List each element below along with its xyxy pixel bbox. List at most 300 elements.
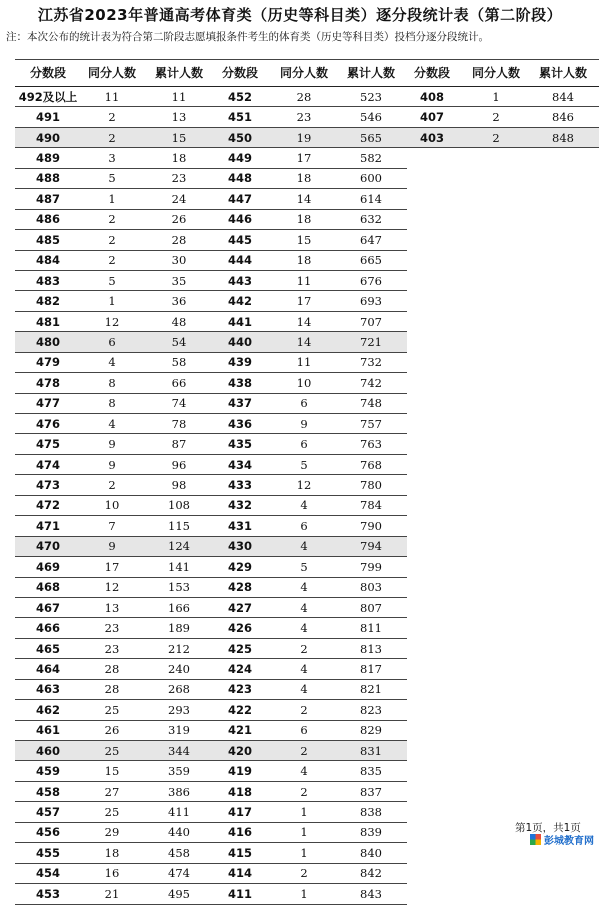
cell-cumulative: 440 xyxy=(143,822,215,842)
score-table-3 xyxy=(399,59,599,148)
table-header-row xyxy=(399,60,599,87)
logo-icon xyxy=(530,834,541,845)
table-row xyxy=(207,189,407,209)
cell-same-count: 21 xyxy=(81,884,143,904)
cell-cumulative: 115 xyxy=(143,516,215,536)
table-row xyxy=(207,127,407,147)
cell-same-count: 4 xyxy=(273,618,335,638)
cell-same-count: 23 xyxy=(81,618,143,638)
table-row xyxy=(15,454,215,474)
table-row xyxy=(207,781,407,801)
cell-score-range: 454 xyxy=(15,863,81,883)
table-row xyxy=(207,291,407,311)
table-row xyxy=(15,720,215,740)
table-row xyxy=(207,393,407,413)
table-row xyxy=(15,332,215,352)
cell-score-range: 473 xyxy=(15,475,81,495)
cell-score-range: 485 xyxy=(15,230,81,250)
table-row xyxy=(399,127,599,147)
cell-cumulative: 582 xyxy=(335,148,407,168)
cell-cumulative: 124 xyxy=(143,536,215,556)
cell-score-range: 478 xyxy=(15,373,81,393)
cell-score-range: 460 xyxy=(15,741,81,761)
table-row xyxy=(207,557,407,577)
cell-same-count: 3 xyxy=(81,148,143,168)
cell-cumulative: 831 xyxy=(335,741,407,761)
cell-cumulative: 58 xyxy=(143,352,215,372)
cell-cumulative: 763 xyxy=(335,434,407,454)
cell-same-count: 11 xyxy=(273,270,335,290)
cell-same-count: 10 xyxy=(81,495,143,515)
header-same-count: 同分人数 xyxy=(273,60,335,87)
cell-score-range: 427 xyxy=(207,597,273,617)
cell-cumulative: 817 xyxy=(335,659,407,679)
cell-score-range: 474 xyxy=(15,454,81,474)
cell-same-count: 2 xyxy=(81,230,143,250)
cell-score-range: 450 xyxy=(207,127,273,147)
cell-score-range: 434 xyxy=(207,454,273,474)
cell-score-range: 447 xyxy=(207,189,273,209)
table-row xyxy=(15,679,215,699)
cell-score-range: 425 xyxy=(207,638,273,658)
table-row xyxy=(207,414,407,434)
cell-same-count: 2 xyxy=(81,250,143,270)
table-row xyxy=(15,516,215,536)
cell-score-range: 420 xyxy=(207,741,273,761)
cell-score-range: 461 xyxy=(15,720,81,740)
cell-score-range: 475 xyxy=(15,434,81,454)
cell-score-range: 428 xyxy=(207,577,273,597)
cell-score-range: 442 xyxy=(207,291,273,311)
cell-same-count: 17 xyxy=(273,291,335,311)
cell-same-count: 6 xyxy=(273,720,335,740)
cell-same-count: 11 xyxy=(81,87,143,107)
cell-score-range: 408 xyxy=(399,87,465,107)
table-row xyxy=(15,148,215,168)
table-row xyxy=(207,168,407,188)
cell-score-range: 467 xyxy=(15,597,81,617)
cell-score-range: 423 xyxy=(207,679,273,699)
cell-same-count: 25 xyxy=(81,700,143,720)
cell-same-count: 25 xyxy=(81,741,143,761)
cell-cumulative: 15 xyxy=(143,127,215,147)
cell-cumulative: 359 xyxy=(143,761,215,781)
cell-cumulative: 823 xyxy=(335,700,407,720)
table-row xyxy=(15,495,215,515)
table-row xyxy=(207,618,407,638)
cell-score-range: 453 xyxy=(15,884,81,904)
table-row xyxy=(15,270,215,290)
cell-same-count: 28 xyxy=(273,87,335,107)
cell-score-range: 470 xyxy=(15,536,81,556)
cell-same-count: 7 xyxy=(81,516,143,536)
cell-cumulative: 843 xyxy=(335,884,407,904)
table-row xyxy=(399,107,599,127)
cell-same-count: 2 xyxy=(273,863,335,883)
cell-cumulative: 839 xyxy=(335,822,407,842)
header-cumulative: 累计人数 xyxy=(527,60,599,87)
cell-score-range: 415 xyxy=(207,843,273,863)
cell-same-count: 17 xyxy=(273,148,335,168)
page-footer: 第1页，共1页 xyxy=(515,822,581,834)
cell-same-count: 4 xyxy=(81,352,143,372)
table-row xyxy=(207,475,407,495)
cell-same-count: 9 xyxy=(273,414,335,434)
cell-cumulative: 458 xyxy=(143,843,215,863)
header-cumulative: 累计人数 xyxy=(335,60,407,87)
cell-cumulative: 48 xyxy=(143,311,215,331)
header-same-count: 同分人数 xyxy=(81,60,143,87)
cell-same-count: 4 xyxy=(81,414,143,434)
cell-cumulative: 837 xyxy=(335,781,407,801)
table-row xyxy=(15,475,215,495)
cell-score-range: 416 xyxy=(207,822,273,842)
cell-same-count: 9 xyxy=(81,454,143,474)
cell-same-count: 4 xyxy=(273,597,335,617)
cell-same-count: 2 xyxy=(81,107,143,127)
cell-cumulative: 840 xyxy=(335,843,407,863)
cell-score-range: 435 xyxy=(207,434,273,454)
table-row xyxy=(15,638,215,658)
table-row xyxy=(15,822,215,842)
table-row xyxy=(15,352,215,372)
cell-same-count: 8 xyxy=(81,373,143,393)
cell-cumulative: 240 xyxy=(143,659,215,679)
cell-score-range: 471 xyxy=(15,516,81,536)
table-row xyxy=(207,597,407,617)
cell-score-range: 448 xyxy=(207,168,273,188)
cell-same-count: 9 xyxy=(81,434,143,454)
watermark-text: 彭城教育网 xyxy=(544,836,594,847)
cell-cumulative: 13 xyxy=(143,107,215,127)
cell-cumulative: 98 xyxy=(143,475,215,495)
table-row xyxy=(15,250,215,270)
cell-cumulative: 35 xyxy=(143,270,215,290)
cell-same-count: 12 xyxy=(81,311,143,331)
table-row xyxy=(207,577,407,597)
cell-cumulative: 293 xyxy=(143,700,215,720)
table-row xyxy=(15,434,215,454)
table-row xyxy=(207,87,407,107)
cell-same-count: 8 xyxy=(81,393,143,413)
table-row xyxy=(207,516,407,536)
table-row xyxy=(207,373,407,393)
cell-cumulative: 189 xyxy=(143,618,215,638)
cell-score-range: 451 xyxy=(207,107,273,127)
table-row xyxy=(15,87,215,107)
cell-same-count: 26 xyxy=(81,720,143,740)
cell-score-range: 476 xyxy=(15,414,81,434)
cell-score-range: 417 xyxy=(207,802,273,822)
table-row xyxy=(15,884,215,904)
table-note: 注：本次公布的统计表为符合第二阶段志愿填报条件考生的体育类（历史等科目类）投档分逐分段统计。 xyxy=(6,31,489,43)
cell-cumulative: 26 xyxy=(143,209,215,229)
cell-cumulative: 54 xyxy=(143,332,215,352)
cell-score-range: 486 xyxy=(15,209,81,229)
cell-cumulative: 807 xyxy=(335,597,407,617)
table-row xyxy=(15,761,215,781)
cell-cumulative: 565 xyxy=(335,127,407,147)
cell-same-count: 1 xyxy=(273,822,335,842)
table-row xyxy=(15,863,215,883)
score-table-2 xyxy=(207,59,407,905)
cell-score-range: 481 xyxy=(15,311,81,331)
table-row xyxy=(15,168,215,188)
cell-same-count: 10 xyxy=(273,373,335,393)
cell-score-range: 441 xyxy=(207,311,273,331)
cell-score-range: 445 xyxy=(207,230,273,250)
header-score-range: 分数段 xyxy=(207,60,273,87)
table-row xyxy=(207,148,407,168)
table-row xyxy=(15,189,215,209)
cell-score-range: 492及以上 xyxy=(15,87,81,107)
cell-score-range: 477 xyxy=(15,393,81,413)
table-row xyxy=(15,311,215,331)
cell-score-range: 431 xyxy=(207,516,273,536)
table-row xyxy=(15,127,215,147)
cell-cumulative: 23 xyxy=(143,168,215,188)
cell-score-range: 465 xyxy=(15,638,81,658)
table-row xyxy=(15,577,215,597)
cell-score-range: 426 xyxy=(207,618,273,638)
cell-score-range: 418 xyxy=(207,781,273,801)
cell-score-range: 483 xyxy=(15,270,81,290)
cell-score-range: 452 xyxy=(207,87,273,107)
table-row xyxy=(15,781,215,801)
cell-cumulative: 268 xyxy=(143,679,215,699)
table-row xyxy=(207,352,407,372)
cell-same-count: 23 xyxy=(81,638,143,658)
cell-score-range: 487 xyxy=(15,189,81,209)
cell-cumulative: 523 xyxy=(335,87,407,107)
cell-cumulative: 632 xyxy=(335,209,407,229)
cell-cumulative: 676 xyxy=(335,270,407,290)
cell-cumulative: 842 xyxy=(335,863,407,883)
table-row xyxy=(207,700,407,720)
cell-same-count: 14 xyxy=(273,311,335,331)
cell-cumulative: 386 xyxy=(143,781,215,801)
table-row xyxy=(15,373,215,393)
cell-same-count: 4 xyxy=(273,659,335,679)
table-row xyxy=(15,393,215,413)
cell-cumulative: 811 xyxy=(335,618,407,638)
cell-cumulative: 474 xyxy=(143,863,215,883)
cell-cumulative: 784 xyxy=(335,495,407,515)
cell-cumulative: 74 xyxy=(143,393,215,413)
cell-score-range: 463 xyxy=(15,679,81,699)
header-cumulative: 累计人数 xyxy=(143,60,215,87)
table-row xyxy=(15,414,215,434)
cell-same-count: 5 xyxy=(273,557,335,577)
table-row xyxy=(207,270,407,290)
cell-same-count: 18 xyxy=(273,168,335,188)
cell-score-range: 480 xyxy=(15,332,81,352)
table-row xyxy=(15,230,215,250)
cell-same-count: 12 xyxy=(273,475,335,495)
cell-same-count: 1 xyxy=(81,291,143,311)
cell-score-range: 469 xyxy=(15,557,81,577)
cell-cumulative: 411 xyxy=(143,802,215,822)
table-row xyxy=(207,720,407,740)
cell-score-range: 407 xyxy=(399,107,465,127)
cell-same-count: 28 xyxy=(81,659,143,679)
table-row xyxy=(207,311,407,331)
cell-cumulative: 153 xyxy=(143,577,215,597)
cell-score-range: 464 xyxy=(15,659,81,679)
cell-score-range: 444 xyxy=(207,250,273,270)
cell-score-range: 432 xyxy=(207,495,273,515)
cell-score-range: 430 xyxy=(207,536,273,556)
cell-same-count: 18 xyxy=(81,843,143,863)
cell-cumulative: 846 xyxy=(527,107,599,127)
table-row xyxy=(15,107,215,127)
cell-score-range: 491 xyxy=(15,107,81,127)
cell-cumulative: 748 xyxy=(335,393,407,413)
cell-cumulative: 647 xyxy=(335,230,407,250)
table-row xyxy=(15,802,215,822)
table-row xyxy=(399,87,599,107)
cell-score-range: 436 xyxy=(207,414,273,434)
cell-score-range: 429 xyxy=(207,557,273,577)
cell-same-count: 18 xyxy=(273,250,335,270)
cell-score-range: 449 xyxy=(207,148,273,168)
cell-cumulative: 546 xyxy=(335,107,407,127)
cell-same-count: 15 xyxy=(273,230,335,250)
cell-same-count: 2 xyxy=(273,638,335,658)
table-row xyxy=(207,659,407,679)
table-row xyxy=(207,802,407,822)
cell-cumulative: 66 xyxy=(143,373,215,393)
cell-cumulative: 768 xyxy=(335,454,407,474)
cell-score-range: 437 xyxy=(207,393,273,413)
cell-cumulative: 794 xyxy=(335,536,407,556)
cell-score-range: 411 xyxy=(207,884,273,904)
cell-cumulative: 344 xyxy=(143,741,215,761)
cell-cumulative: 28 xyxy=(143,230,215,250)
cell-same-count: 13 xyxy=(81,597,143,617)
table-row xyxy=(15,291,215,311)
cell-cumulative: 87 xyxy=(143,434,215,454)
cell-cumulative: 693 xyxy=(335,291,407,311)
cell-same-count: 2 xyxy=(273,741,335,761)
cell-same-count: 1 xyxy=(81,189,143,209)
table-row xyxy=(207,250,407,270)
cell-same-count: 1 xyxy=(465,87,527,107)
cell-cumulative: 18 xyxy=(143,148,215,168)
cell-score-range: 414 xyxy=(207,863,273,883)
cell-cumulative: 495 xyxy=(143,884,215,904)
cell-same-count: 6 xyxy=(81,332,143,352)
cell-cumulative: 24 xyxy=(143,189,215,209)
cell-score-range: 440 xyxy=(207,332,273,352)
cell-cumulative: 212 xyxy=(143,638,215,658)
table-row xyxy=(207,679,407,699)
cell-same-count: 2 xyxy=(273,700,335,720)
cell-score-range: 443 xyxy=(207,270,273,290)
cell-cumulative: 742 xyxy=(335,373,407,393)
cell-cumulative: 600 xyxy=(335,168,407,188)
cell-same-count: 18 xyxy=(273,209,335,229)
cell-same-count: 4 xyxy=(273,577,335,597)
cell-same-count: 4 xyxy=(273,495,335,515)
cell-same-count: 19 xyxy=(273,127,335,147)
cell-score-range: 490 xyxy=(15,127,81,147)
table-row xyxy=(207,843,407,863)
table-row xyxy=(15,536,215,556)
cell-score-range: 433 xyxy=(207,475,273,495)
table-header-row xyxy=(207,60,407,87)
cell-same-count: 2 xyxy=(81,209,143,229)
table-row xyxy=(207,107,407,127)
cell-same-count: 14 xyxy=(273,189,335,209)
cell-score-range: 439 xyxy=(207,352,273,372)
cell-cumulative: 30 xyxy=(143,250,215,270)
cell-same-count: 4 xyxy=(273,761,335,781)
cell-cumulative: 813 xyxy=(335,638,407,658)
cell-cumulative: 665 xyxy=(335,250,407,270)
cell-same-count: 9 xyxy=(81,536,143,556)
cell-same-count: 6 xyxy=(273,393,335,413)
cell-cumulative: 36 xyxy=(143,291,215,311)
cell-same-count: 5 xyxy=(273,454,335,474)
table-row xyxy=(15,659,215,679)
table-row xyxy=(207,863,407,883)
cell-same-count: 27 xyxy=(81,781,143,801)
table-row xyxy=(207,536,407,556)
cell-score-range: 458 xyxy=(15,781,81,801)
cell-same-count: 29 xyxy=(81,822,143,842)
cell-cumulative: 11 xyxy=(143,87,215,107)
cell-cumulative: 721 xyxy=(335,332,407,352)
cell-same-count: 23 xyxy=(273,107,335,127)
cell-same-count: 6 xyxy=(273,434,335,454)
cell-same-count: 2 xyxy=(273,781,335,801)
table-row xyxy=(15,209,215,229)
cell-same-count: 25 xyxy=(81,802,143,822)
cell-score-range: 438 xyxy=(207,373,273,393)
cell-same-count: 2 xyxy=(465,127,527,147)
table-row xyxy=(207,495,407,515)
cell-same-count: 6 xyxy=(273,516,335,536)
cell-score-range: 479 xyxy=(15,352,81,372)
cell-cumulative: 829 xyxy=(335,720,407,740)
cell-cumulative: 141 xyxy=(143,557,215,577)
cell-same-count: 2 xyxy=(81,127,143,147)
cell-same-count: 4 xyxy=(273,679,335,699)
cell-score-range: 419 xyxy=(207,761,273,781)
cell-same-count: 28 xyxy=(81,679,143,699)
table-row xyxy=(15,557,215,577)
cell-same-count: 16 xyxy=(81,863,143,883)
header-score-range: 分数段 xyxy=(15,60,81,87)
header-same-count: 同分人数 xyxy=(465,60,527,87)
cell-score-range: 488 xyxy=(15,168,81,188)
cell-cumulative: 848 xyxy=(527,127,599,147)
cell-cumulative: 732 xyxy=(335,352,407,372)
table-row xyxy=(15,618,215,638)
cell-score-range: 403 xyxy=(399,127,465,147)
cell-cumulative: 108 xyxy=(143,495,215,515)
cell-cumulative: 790 xyxy=(335,516,407,536)
cell-same-count: 5 xyxy=(81,168,143,188)
cell-same-count: 12 xyxy=(81,577,143,597)
cell-score-range: 482 xyxy=(15,291,81,311)
cell-cumulative: 799 xyxy=(335,557,407,577)
cell-cumulative: 844 xyxy=(527,87,599,107)
table-row xyxy=(207,209,407,229)
cell-score-range: 466 xyxy=(15,618,81,638)
cell-score-range: 462 xyxy=(15,700,81,720)
